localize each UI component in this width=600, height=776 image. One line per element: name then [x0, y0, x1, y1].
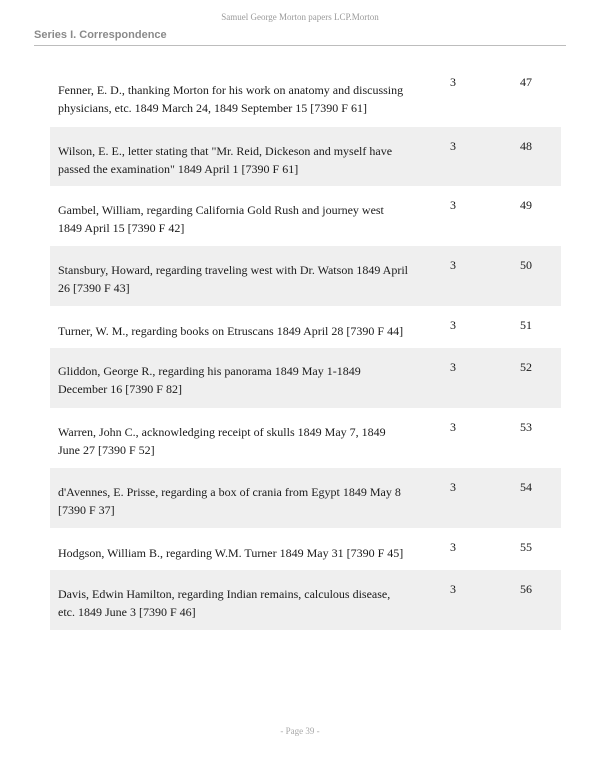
series-title: Series I. Correspondence	[34, 29, 167, 41]
entry-description: Warren, John C., acknowledging receipt of skulls 1849 May 7, 1849 June 27 [7390 F 52]	[58, 425, 386, 457]
entry-description: Hodgson, William B., regarding W.M. Turner 1849 May 31 [7390 F 45]	[58, 546, 404, 560]
entry-folder-number: 53	[520, 420, 532, 434]
entry-description: Stansbury, Howard, regarding traveling west with Dr. Watson 1849 April 26 [7390 F 43]	[58, 263, 408, 295]
entry-description: Wilson, E. E., letter stating that "Mr. Reid, Dickeson and myself have passed the examination" 1849 April 1 [7390 F 61]	[58, 144, 393, 176]
entry-description: Davis, Edwin Hamilton, regarding Indian remains, calculous disease, etc. 1849 June 3 [7390 F 46]	[58, 587, 391, 619]
entry-description: Gliddon, George R., regarding his panorama 1849 May 1-1849 December 16 [7390 F 82]	[58, 364, 361, 396]
entry-row	[50, 306, 561, 348]
entry-row	[50, 570, 561, 630]
entry-folder-number: 47	[520, 75, 532, 89]
running-head: Samuel George Morton papers LCP.Morton	[221, 12, 379, 22]
entry-row	[50, 246, 561, 306]
entry-row	[50, 186, 561, 246]
entry-folder-number: 55	[520, 540, 532, 554]
entry-folder-number: 50	[520, 258, 532, 272]
entry-folder-number: 51	[520, 318, 532, 332]
entry-box-number: 3	[450, 480, 456, 494]
entry-folder-number: 48	[520, 139, 532, 153]
entry-box-number: 3	[450, 318, 456, 332]
entry-folder-number: 54	[520, 480, 532, 494]
entry-row	[50, 528, 561, 570]
entry-description: Fenner, E. D., thanking Morton for his work on anatomy and discussing physicians, etc. 1849 March 24, 1849 September 15 [7390 F 61]	[58, 83, 404, 115]
entry-box-number: 3	[450, 258, 456, 272]
entry-description: Turner, W. M., regarding books on Etruscans 1849 April 28 [7390 F 44]	[58, 324, 404, 338]
entry-row	[50, 127, 561, 186]
entry-box-number: 3	[450, 540, 456, 554]
entry-folder-number: 52	[520, 360, 532, 374]
entry-row	[50, 63, 561, 127]
entry-row	[50, 468, 561, 528]
entry-box-number: 3	[450, 198, 456, 212]
entry-folder-number: 56	[520, 582, 532, 596]
entry-box-number: 3	[450, 420, 456, 434]
entry-box-number: 3	[450, 75, 456, 89]
entry-description: Gambel, William, regarding California Gold Rush and journey west 1849 April 15 [7390 F 42]	[58, 203, 384, 235]
header-rule	[34, 45, 566, 46]
entry-box-number: 3	[450, 139, 456, 153]
entries-list	[50, 63, 561, 630]
entry-folder-number: 49	[520, 198, 532, 212]
page-number: - Page 39 -	[280, 726, 320, 736]
entry-row	[50, 408, 561, 468]
entry-box-number: 3	[450, 582, 456, 596]
entry-row	[50, 348, 561, 408]
entry-description: d'Avennes, E. Prisse, regarding a box of crania from Egypt 1849 May 8 [7390 F 37]	[58, 485, 401, 517]
entry-box-number: 3	[450, 360, 456, 374]
